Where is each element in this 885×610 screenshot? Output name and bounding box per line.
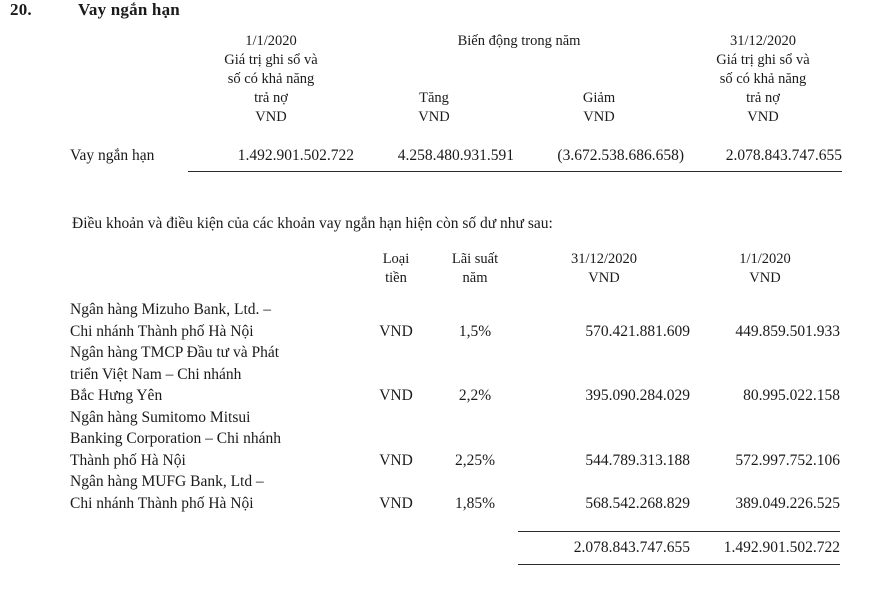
empty-cell [518, 288, 690, 299]
cell-interest-rate: 2,2% [458, 387, 492, 404]
table-header-unit-row [70, 108, 842, 127]
cell-currency: VND [379, 387, 413, 404]
cell-amount-old: 80.995.022.158 [743, 387, 840, 404]
section-number: 20. [10, 0, 32, 19]
total-bottom-rule [70, 558, 840, 565]
empty-cell [354, 70, 514, 89]
cell-amount-old: 572.997.752.106 [735, 451, 840, 469]
header-closing-line2: số có khả năng [719, 71, 807, 87]
table-header-line1-row [70, 51, 842, 70]
header-rate-line1: Lãi suất [451, 251, 499, 267]
empty-cell [360, 288, 432, 299]
cell-amount-new: 570.421.881.609 [585, 322, 690, 340]
section-heading [0, 0, 885, 30]
cell-currency: VND [379, 451, 413, 469]
empty-cell [70, 70, 188, 89]
table-row [70, 299, 840, 342]
cell-amount-new: 568.542.268.829 [585, 494, 690, 512]
header-opening-line1: Giá trị ghi sổ và [224, 52, 318, 68]
cell-decrease: (3.672.538.686.658) [557, 147, 684, 164]
table-bottom-rule [70, 166, 842, 172]
cell-opening-balance: 1.492.901.502.722 [237, 147, 354, 164]
cell-total-new: 2.078.843.747.655 [573, 538, 690, 556]
table-header-group-row [70, 32, 842, 51]
rule-segment [514, 166, 684, 172]
empty-cell [70, 127, 188, 142]
table-header-line3-row [70, 89, 842, 108]
rule-segment [354, 166, 514, 172]
total-row [70, 532, 840, 559]
header-currency-line1: Loại [382, 251, 410, 267]
empty-cell [70, 288, 360, 299]
spacer-row [70, 127, 842, 142]
cell-interest-rate: 1,5% [458, 322, 492, 340]
empty-cell [70, 250, 360, 269]
rule-segment [518, 558, 690, 565]
header-opening-unit: VND [255, 109, 287, 125]
cell-currency: VND [379, 322, 413, 340]
cell-increase: 4.258.480.931.591 [397, 147, 514, 164]
empty-cell [354, 127, 514, 142]
header-increase-unit: VND [418, 109, 450, 125]
cell-interest-rate: 2,25% [454, 451, 496, 469]
bank-name-line: Banking Corporation – Chi nhánh [70, 430, 281, 447]
page-title: Vay ngắn hạn [78, 0, 180, 19]
cell-bank-name [70, 471, 360, 514]
table-row [70, 142, 842, 166]
empty-cell [188, 127, 354, 142]
empty-cell [70, 514, 360, 525]
header-opening-line2: số có khả năng [227, 71, 315, 87]
empty-cell [432, 288, 518, 299]
header-decrease-unit: VND [583, 109, 615, 125]
header-old-date: 1/1/2020 [739, 251, 791, 267]
empty-cell [70, 51, 188, 70]
empty-cell [432, 514, 518, 525]
terms-header-line2-row [70, 269, 840, 288]
header-closing-date: 31/12/2020 [729, 33, 797, 49]
cell-closing-balance: 2.078.843.747.655 [725, 147, 842, 164]
row-label-short-term-loan: Vay ngắn hạn [70, 147, 155, 164]
table-row [70, 471, 840, 514]
rule-segment [690, 558, 840, 565]
empty-cell [354, 51, 514, 70]
short-term-loan-movement-table [70, 32, 842, 172]
header-currency-line2: tiền [385, 270, 407, 286]
table-header-line2-row [70, 70, 842, 89]
rule-gap [70, 558, 360, 565]
rule-gap [360, 558, 432, 565]
loan-terms-table [70, 250, 840, 565]
empty-cell [70, 89, 188, 108]
empty-cell [690, 288, 840, 299]
header-increase: Tăng [419, 90, 449, 106]
header-new-date: 31/12/2020 [570, 251, 638, 267]
cell-interest-rate: 1,85% [454, 494, 496, 512]
table-row [70, 407, 840, 472]
bank-name-line: triển Việt Nam – Chi nhánh [70, 365, 242, 383]
bank-name-line: Ngân hàng Mizuho Bank, Ltd. – [70, 301, 272, 318]
header-new-unit: VND [588, 270, 620, 286]
spacer-row [70, 514, 840, 525]
empty-cell [70, 269, 360, 288]
empty-cell [514, 127, 684, 142]
rule-segment [188, 166, 354, 172]
cell-currency: VND [379, 494, 413, 512]
empty-cell [360, 514, 432, 525]
empty-cell [690, 514, 840, 525]
bank-name-line: Chi nhánh Thành phố Hà Nội [70, 322, 254, 340]
rule-gap [432, 558, 518, 565]
empty-cell [360, 532, 432, 559]
cell-amount-old: 449.859.501.933 [735, 322, 840, 340]
rule-gap [70, 166, 188, 172]
header-old-unit: VND [749, 270, 781, 286]
empty-cell [70, 532, 360, 559]
terms-header-line1-row [70, 250, 840, 269]
header-closing-line1: Giá trị ghi sổ và [716, 52, 810, 68]
table-row [70, 342, 840, 407]
cell-bank-name [70, 407, 360, 472]
header-closing-unit: VND [747, 109, 779, 125]
header-opening-date: 1/1/2020 [245, 33, 297, 49]
empty-cell [432, 532, 518, 559]
header-rate-line2: năm [462, 270, 488, 286]
empty-cell [514, 51, 684, 70]
empty-cell [70, 32, 188, 51]
cell-amount-new: 395.090.284.029 [585, 387, 690, 404]
header-opening-line3: trả nợ [254, 90, 288, 106]
bank-name-line: Thành phố Hà Nội [70, 451, 186, 469]
header-closing-line3: trả nợ [746, 90, 780, 106]
header-movement-group: Biến động trong năm [457, 33, 581, 49]
bank-name-line: Chi nhánh Thành phố Hà Nội [70, 494, 254, 512]
bank-name-line: Ngân hàng TMCP Đầu tư và Phát [70, 344, 280, 361]
cell-amount-new: 544.789.313.188 [585, 451, 690, 469]
cell-bank-name [70, 342, 360, 407]
empty-cell [70, 108, 188, 127]
rule-segment [684, 166, 842, 172]
spacer-row [70, 288, 840, 299]
intro-paragraph: Điều khoản và điều kiện của các khoản vay ngắn hạn hiện còn số dư như sau: [72, 215, 553, 232]
cell-total-old: 1.492.901.502.722 [723, 538, 840, 556]
bank-name-line: Ngân hàng Sumitomo Mitsui [70, 408, 251, 426]
cell-amount-old: 389.049.226.525 [735, 494, 840, 512]
bank-name-line: Bắc Hưng Yên [70, 387, 163, 404]
empty-cell [514, 70, 684, 89]
header-decrease: Giảm [582, 90, 616, 106]
empty-cell [684, 127, 842, 142]
cell-bank-name [70, 299, 360, 342]
bank-name-line: Ngân hàng MUFG Bank, Ltd – [70, 473, 264, 490]
empty-cell [518, 514, 690, 525]
